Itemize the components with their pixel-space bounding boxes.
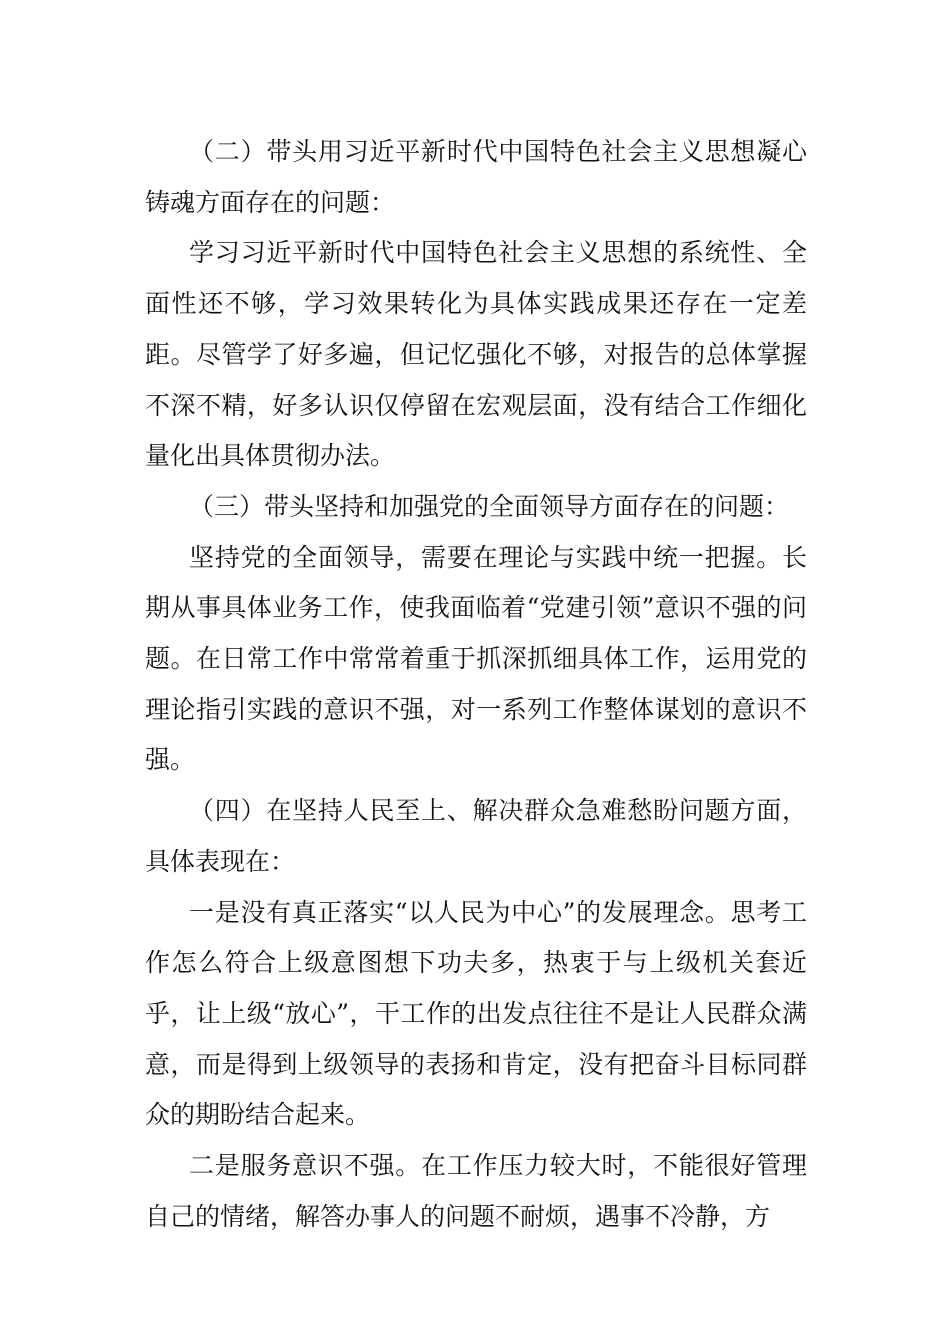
document-body	[145, 127, 807, 1242]
paragraph-study-issue: 学习习近平新时代中国特色社会主义思想的系统性、全面性还不够，学习效果转化为具体实践成果还存在一定差距。尽管学了好多遍，但记忆强化不够，对报告的总体掌握不深不精，好多认识仅停留在宏观层面，没有结合工作细化量化出具体贯彻办法。	[145, 238, 807, 471]
paragraph-service-awareness: 二是服务意识不强。在工作压力较大时，不能很好管理自己的情绪，解答办事人的问题不耐烦，遇事不冷静，方	[145, 1151, 807, 1231]
section-heading-4: （四）在坚持人民至上、解决群众急难愁盼问题方面，具体表现在：	[145, 796, 807, 876]
section-heading-3: （三）带头坚持和加强党的全面领导方面存在的问题：	[189, 491, 790, 521]
paragraph-leadership-issue: 坚持党的全面领导，需要在理论与实践中统一把握。长期从事具体业务工作，使我面临着“党建引领”意识不强的问题。在日常工作中常常着重于抓深抓细具体工作，运用党的理论指引实践的意识不强，对一系列工作整体谋划的意识不强。	[145, 542, 807, 775]
section-heading-2: （二）带头用习近平新时代中国特色社会主义思想凝心铸魂方面存在的问题：	[145, 137, 807, 217]
paragraph-people-centered: 一是没有真正落实“以人民为中心”的发展理念。思考工作怎么符合上级意图想下功夫多，热衷于与上级机关套近乎，让上级“放心”，干工作的出发点往往不是让人民群众满意，而是得到上级领导的表扬和肯定，没有把奋斗目标同群众的期盼结合起来。	[145, 897, 807, 1130]
